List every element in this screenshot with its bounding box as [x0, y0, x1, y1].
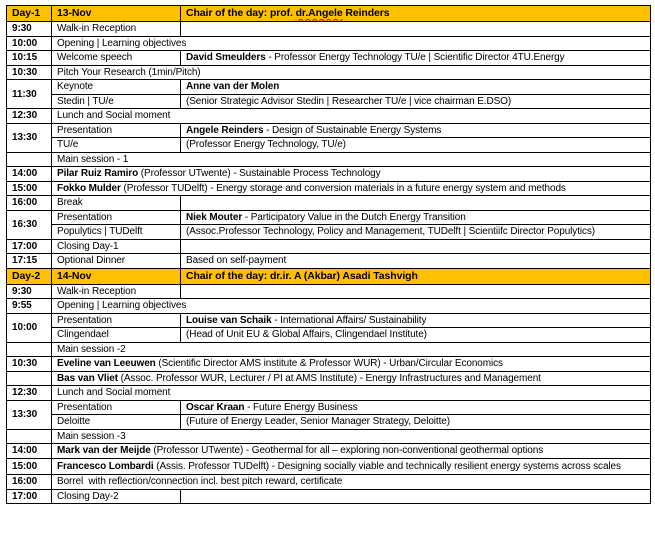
- cell-time: [7, 210, 52, 239]
- text-segment: 17:15: [12, 255, 38, 267]
- cell-details: [181, 51, 651, 66]
- cell-topic-details: [52, 357, 651, 372]
- cell-topic: [52, 239, 181, 254]
- cell-time: [7, 167, 52, 182]
- text-segment: - Design of Sustainable Energy Systems: [263, 124, 442, 136]
- text-segment: Francesco Lombardi: [57, 460, 154, 472]
- cell-topic: [52, 313, 181, 328]
- schedule-row: [7, 475, 651, 490]
- cell-time: [7, 80, 52, 109]
- text-segment: 12:30: [12, 387, 38, 399]
- text-segment: Walk-in Reception: [57, 285, 137, 297]
- cell-details: [181, 138, 651, 153]
- cell-topic-details: [52, 429, 651, 444]
- schedule-row: [7, 239, 651, 254]
- cell-topic-details: [52, 371, 651, 386]
- text-segment: Main session -3: [57, 430, 126, 442]
- cell-time: [7, 181, 52, 196]
- cell-details: [181, 196, 651, 211]
- text-segment: (Future of Energy Leader, Senior Manager Strategy, Deloitte): [186, 416, 450, 428]
- schedule-row: [7, 181, 651, 196]
- cell-topic-details: [52, 342, 651, 357]
- text-segment: 16:00: [12, 476, 38, 488]
- cell-time: [7, 254, 52, 269]
- schedule-row: [7, 80, 651, 95]
- schedule-sheet: [6, 5, 651, 504]
- cell-time: [7, 357, 52, 372]
- cell-time: [7, 152, 52, 167]
- cell-topic-details: [52, 36, 651, 51]
- schedule-table: [6, 5, 651, 504]
- text-segment: Angele Reinders: [186, 124, 264, 136]
- text-segment: 17:00: [12, 490, 38, 502]
- text-segment: Anne van der Molen: [186, 81, 280, 93]
- cell-time: [7, 489, 52, 504]
- schedule-row: [7, 225, 651, 240]
- text-segment: (Professor UTwente) - Geothermal for all – exploring non-conventional geothermal options: [150, 445, 544, 457]
- text-segment: (Professor TUDelft) - Energy storage and conversion materials in a future energy system and methods: [120, 182, 566, 194]
- text-segment: 15:00: [12, 182, 38, 194]
- text-segment: 15:00: [12, 460, 38, 472]
- schedule-row: [7, 429, 651, 444]
- cell-details: [181, 94, 651, 109]
- text-segment: 9:55: [12, 300, 32, 312]
- cell-time: [7, 284, 52, 299]
- text-segment: - Participatory Value in the Dutch Energy Transition: [242, 211, 466, 223]
- schedule-row: [7, 400, 651, 415]
- cell-topic: [52, 254, 181, 269]
- cell-topic: [52, 196, 181, 211]
- schedule-row: [7, 210, 651, 225]
- text-segment: Presentation: [57, 124, 112, 136]
- text-segment: 12:30: [12, 110, 38, 122]
- text-segment: 13:30: [12, 132, 38, 143]
- text-segment: dr.Angele: [295, 7, 343, 19]
- schedule-row: [7, 415, 651, 430]
- cell-topic: [52, 80, 181, 95]
- cell-details: [181, 284, 651, 299]
- cell-time: [7, 458, 52, 475]
- text-segment: Reinders: [342, 7, 390, 19]
- cell-topic: [52, 415, 181, 430]
- text-segment: 16:00: [12, 197, 38, 209]
- cell-time: [7, 313, 52, 342]
- text-segment: 10:00: [12, 322, 38, 333]
- cell-time: [7, 475, 52, 490]
- text-segment: Lunch and Social moment: [57, 110, 171, 122]
- text-segment: - International Affairs/ Sustainability: [271, 314, 427, 326]
- cell-details: [181, 415, 651, 430]
- text-segment: Based on self-payment: [186, 255, 287, 267]
- text-segment: (Assoc.Professor Technology, Policy and Management, TUDelft | Scientiifc Director Populytics): [186, 226, 596, 238]
- cell-day-label: [7, 268, 52, 284]
- cell-time: [7, 444, 52, 459]
- text-segment: David Smeulders: [186, 52, 266, 64]
- cell-time: [7, 51, 52, 66]
- schedule-row: [7, 94, 651, 109]
- text-segment: Day-2: [12, 269, 41, 282]
- cell-time: [7, 371, 52, 386]
- schedule-row: [7, 357, 651, 372]
- schedule-row: [7, 371, 651, 386]
- text-segment: 16:30: [12, 219, 38, 230]
- cell-time: [7, 123, 52, 152]
- schedule-row: [7, 36, 651, 51]
- cell-details: [181, 489, 651, 504]
- cell-topic: [52, 138, 181, 153]
- text-segment: 17:00: [12, 240, 38, 252]
- cell-topic-details: [52, 109, 651, 124]
- schedule-row: [7, 386, 651, 401]
- cell-topic: [52, 210, 181, 225]
- cell-time: [7, 386, 52, 401]
- schedule-row: [7, 65, 651, 80]
- text-segment: Closing Day-1: [57, 240, 119, 252]
- schedule-row: [7, 342, 651, 357]
- cell-day-label: [7, 6, 52, 22]
- text-segment: 13-Nov: [57, 7, 92, 19]
- day-header-row: [7, 6, 651, 22]
- text-segment: Day-1: [12, 7, 41, 19]
- text-segment: 14-Nov: [57, 269, 92, 282]
- text-segment: Louise van Schaik: [186, 314, 272, 326]
- text-segment: Eveline van Leeuwen: [57, 358, 156, 370]
- text-segment: Presentation: [57, 314, 112, 326]
- cell-topic: [52, 328, 181, 343]
- text-segment: Populytics | TUDelft: [57, 226, 143, 238]
- text-segment: 9:30: [12, 285, 32, 297]
- text-segment: Oscar Kraan: [186, 401, 245, 413]
- cell-topic: [52, 284, 181, 299]
- text-segment: 13:30: [12, 409, 38, 420]
- cell-time: [7, 36, 52, 51]
- text-segment: Opening | Learning objectives: [57, 300, 187, 312]
- text-segment: (Senior Strategic Advisor Stedin | Researcher TU/e | vice chairman E.DSO): [186, 95, 512, 107]
- text-segment: 14:00: [12, 445, 38, 457]
- cell-details: [181, 254, 651, 269]
- text-segment: Chair of the day: prof.: [186, 7, 296, 19]
- cell-time: [7, 196, 52, 211]
- cell-time: [7, 299, 52, 314]
- cell-topic: [52, 22, 181, 37]
- text-segment: Stedin | TU/e: [57, 95, 114, 107]
- schedule-row: [7, 123, 651, 138]
- text-segment: 9:30: [12, 23, 32, 35]
- cell-time: [7, 342, 52, 357]
- text-segment: (Assoc. Professor WUR, Lecturer / PI at AMS Institute) - Energy Infrastructures and Management: [117, 372, 541, 384]
- cell-topic-details: [52, 299, 651, 314]
- cell-details: [181, 400, 651, 415]
- text-segment: Walk-in Reception: [57, 23, 137, 35]
- text-segment: (Head of Unit EU & Global Affairs, Clingendael Institute): [186, 329, 427, 341]
- cell-details: [181, 313, 651, 328]
- cell-topic-details: [52, 458, 651, 475]
- schedule-row: [7, 254, 651, 269]
- schedule-row: [7, 196, 651, 211]
- cell-time: [7, 65, 52, 80]
- cell-time: [7, 239, 52, 254]
- text-segment: - Professor Energy Technology TU/e | Scientific Director 4TU.Energy: [265, 52, 565, 64]
- cell-details: [181, 239, 651, 254]
- cell-chair: [181, 268, 651, 284]
- text-segment: Clingendael: [57, 329, 109, 341]
- text-segment: Presentation: [57, 211, 112, 223]
- text-segment: Closing Day-2: [57, 490, 119, 502]
- cell-date: [52, 6, 181, 22]
- cell-time: [7, 109, 52, 124]
- cell-topic: [52, 123, 181, 138]
- cell-topic-details: [52, 181, 651, 196]
- text-segment: Fokko Mulder: [57, 182, 121, 194]
- text-segment: (Professor Energy Technology, TU/e): [186, 139, 346, 151]
- text-segment: Mark van der Meijde: [57, 445, 151, 457]
- cell-details: [181, 210, 651, 225]
- cell-time: [7, 400, 52, 429]
- text-segment: TU/e: [57, 139, 79, 151]
- text-segment: - Future Energy Business: [244, 401, 358, 413]
- cell-details: [181, 328, 651, 343]
- cell-topic: [52, 400, 181, 415]
- text-segment: (Scientific Director AMS institute & Professor WUR) - Urban/Circular Economics: [155, 358, 503, 370]
- text-segment: Main session -2: [57, 343, 126, 355]
- text-segment: Opening | Learning objectives: [57, 37, 187, 49]
- cell-details: [181, 225, 651, 240]
- cell-topic-details: [52, 167, 651, 182]
- cell-time: [7, 22, 52, 37]
- text-segment: 10:30: [12, 358, 38, 370]
- text-segment: (Professor UTwente) - Sustainable Process Technology: [138, 168, 381, 180]
- text-segment: Chair of the day: dr.ir. A (Akbar) Asadi Tashvigh: [186, 269, 418, 282]
- schedule-row: [7, 167, 651, 182]
- schedule-row: [7, 138, 651, 153]
- text-segment: 10:30: [12, 66, 38, 78]
- cell-chair: [181, 6, 651, 22]
- text-segment: Welcome speech: [57, 52, 133, 64]
- schedule-row: [7, 444, 651, 459]
- text-segment: Keynote: [57, 81, 93, 93]
- cell-details: [181, 80, 651, 95]
- schedule-row: [7, 109, 651, 124]
- text-segment: Borrel with reflection/connection incl. best pitch reward, certificate: [57, 476, 343, 488]
- cell-topic-details: [52, 386, 651, 401]
- text-segment: Main session - 1: [57, 153, 129, 165]
- text-segment: Pilar Ruiz Ramiro: [57, 168, 139, 180]
- cell-topic: [52, 94, 181, 109]
- cell-topic-details: [52, 65, 651, 80]
- text-segment: 10:00: [12, 37, 38, 49]
- schedule-row: [7, 489, 651, 504]
- text-segment: Bas van Vliet: [57, 372, 118, 384]
- schedule-row: [7, 328, 651, 343]
- schedule-row: [7, 152, 651, 167]
- text-segment: Break: [57, 197, 83, 209]
- schedule-row: [7, 299, 651, 314]
- cell-details: [181, 22, 651, 37]
- cell-time: [7, 429, 52, 444]
- cell-topic-details: [52, 475, 651, 490]
- schedule-row: [7, 313, 651, 328]
- text-segment: Lunch and Social moment: [57, 387, 171, 399]
- cell-date: [52, 268, 181, 284]
- schedule-row: [7, 22, 651, 37]
- schedule-row: [7, 458, 651, 475]
- cell-topic-details: [52, 444, 651, 459]
- text-segment: Presentation: [57, 401, 112, 413]
- cell-topic: [52, 51, 181, 66]
- text-segment: 10:15: [12, 52, 38, 64]
- schedule-row: [7, 284, 651, 299]
- cell-topic-details: [52, 152, 651, 167]
- text-segment: Pitch Your Research (1min/Pitch): [57, 66, 201, 78]
- text-segment: (Assis. Professor TUDelft) - Designing socially viable and technically resilient energy systems across scales: [153, 460, 621, 472]
- text-segment: 14:00: [12, 168, 38, 180]
- text-segment: Optional Dinner: [57, 255, 125, 267]
- cell-topic: [52, 489, 181, 504]
- text-segment: 11:30: [12, 88, 37, 100]
- cell-topic: [52, 225, 181, 240]
- text-segment: Deloitte: [57, 416, 91, 428]
- cell-details: [181, 123, 651, 138]
- day-header-row: [7, 268, 651, 284]
- schedule-row: [7, 51, 651, 66]
- schedule-body: [7, 6, 651, 504]
- text-segment: Niek Mouter: [186, 211, 243, 223]
